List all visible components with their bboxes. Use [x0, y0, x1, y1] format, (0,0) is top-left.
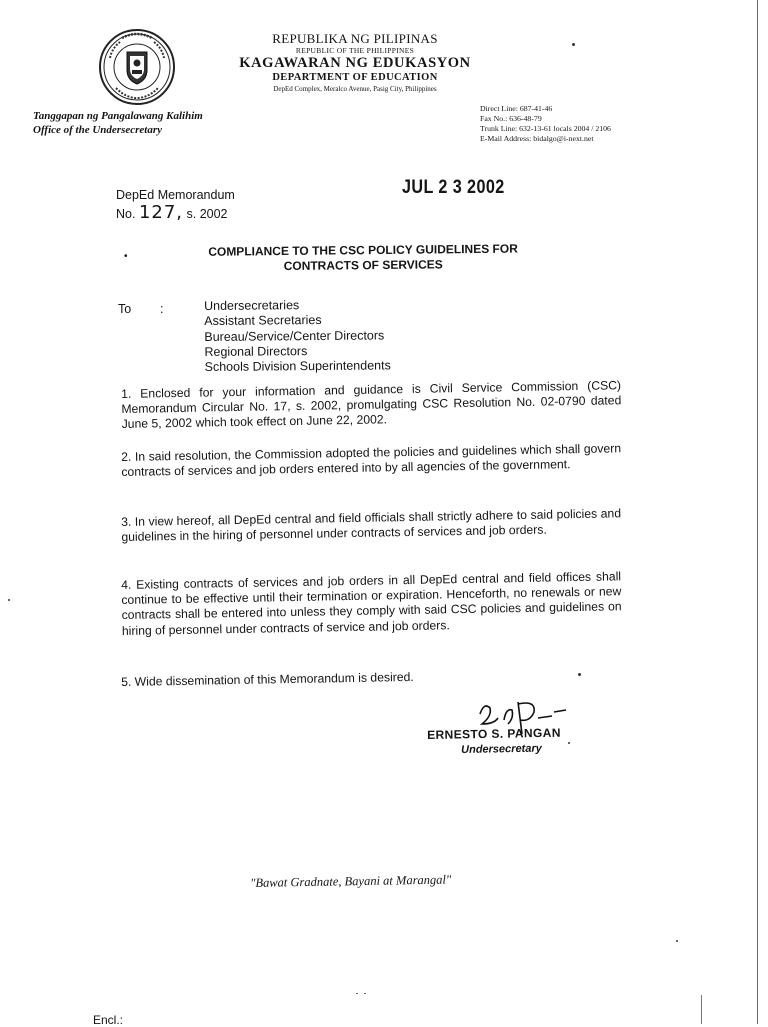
deped-motto: "Bawat Gradnate, Bayani at Marangal" [250, 872, 452, 890]
header-republic-english: REPUBLIC OF THE PHILIPPINES [295, 46, 415, 55]
paragraph-4: 4. Existing contracts of services and job orders in all DepEd central and field offices shall continue to be effective until their termination or expiration. Henceforth, no renewals or new contracts shall be entered into unless they comply with said CSC policies and guidelines on hiring of personnel under contracts of service and job orders. [121, 569, 622, 638]
contact-direct-line: Direct Line: 687-41-46 [480, 104, 553, 113]
scan-edge-line [757, 0, 758, 1024]
contact-email: E-Mail Address: bidalgo@i-next.net [480, 134, 594, 143]
recipient-item: Undersecretaries [204, 298, 300, 313]
to-colon: : [160, 302, 164, 316]
recipient-list [204, 297, 391, 375]
deped-seal-icon [98, 28, 176, 106]
memo-series: s. 2002 [186, 207, 228, 221]
scan-edge-line-bottom [701, 995, 702, 1024]
header-republic-tagalog: REPUBLIKA NG PILIPINAS [272, 31, 438, 46]
header-department-english: DEPARTMENT OF EDUCATION [272, 72, 438, 83]
recipient-item: Assistant Secretaries [204, 313, 322, 329]
paragraph-5: 5. Wide dissemination of this Memorandum is desired. [121, 669, 414, 689]
recipient-item: Regional Directors [204, 343, 308, 359]
scan-speck [572, 43, 575, 46]
scan-speck [578, 673, 581, 676]
paragraph-1: 1. Enclosed for your information and guidance is Civil Service Commission (CSC) Memorandum Circular No. 17, s. 2002, promulgating CSC Resolution No. 02-0790 dated June 5, 2002 which took effect on June 22, 2002. [121, 378, 622, 432]
recipient-item: Schools Division Superintendents [204, 358, 391, 375]
memo-number-prefix: No. [116, 207, 136, 221]
date-stamp: JUL 2 3 2002 [402, 177, 505, 198]
enclosure-label: Encl.: [93, 1013, 124, 1027]
scan-speck [8, 599, 10, 601]
title-bullet: • [124, 251, 128, 262]
signatory-name: ERNESTO S. PANGAN [427, 725, 561, 742]
memo-title [190, 241, 536, 275]
signatory-title: Undersecretary [461, 742, 542, 756]
memo-title-line-1: COMPLIANCE TO THE CSC POLICY GUIDELINES FOR [208, 241, 518, 259]
scan-speck [364, 993, 366, 994]
contact-fax: Fax No.: 636-48-79 [480, 114, 542, 123]
to-label: To [118, 302, 132, 316]
memo-type: DepEd Memorandum [116, 188, 235, 202]
office-name-tagalog: Tanggapan ng Pangalawang Kalihim [33, 110, 203, 122]
header-address: DepEd Complex, Meralco Avenue, Pasig City, Philippines [273, 85, 437, 93]
paragraph-3: 3. In view hereof, all DepEd central and field officials shall strictly adhere to said policies and guidelines in the hiring of personnel under contracts of services and job orders. [121, 506, 622, 545]
memo-title-line-2: CONTRACTS OF SERVICES [283, 257, 443, 274]
contact-trunk-line: Trunk Line: 632-13-61 locals 2004 / 2106 [480, 124, 611, 133]
memo-number-line [116, 202, 228, 223]
contact-block [480, 104, 611, 144]
scan-speck [356, 993, 358, 994]
recipient-item: Bureau/Service/Center Directors [204, 328, 385, 344]
scan-speck [676, 940, 678, 942]
office-name-english: Office of the Undersecretary [33, 124, 163, 136]
scan-speck [568, 742, 570, 744]
paragraph-2: 2. In said resolution, the Commission adopted the policies and guidelines which shall govern contracts of services and job orders entered into by all agencies of the government. [121, 441, 622, 480]
memo-number: 127, [138, 202, 184, 223]
header-department-tagalog: KAGAWARAN NG EDUKASYON [239, 55, 471, 71]
